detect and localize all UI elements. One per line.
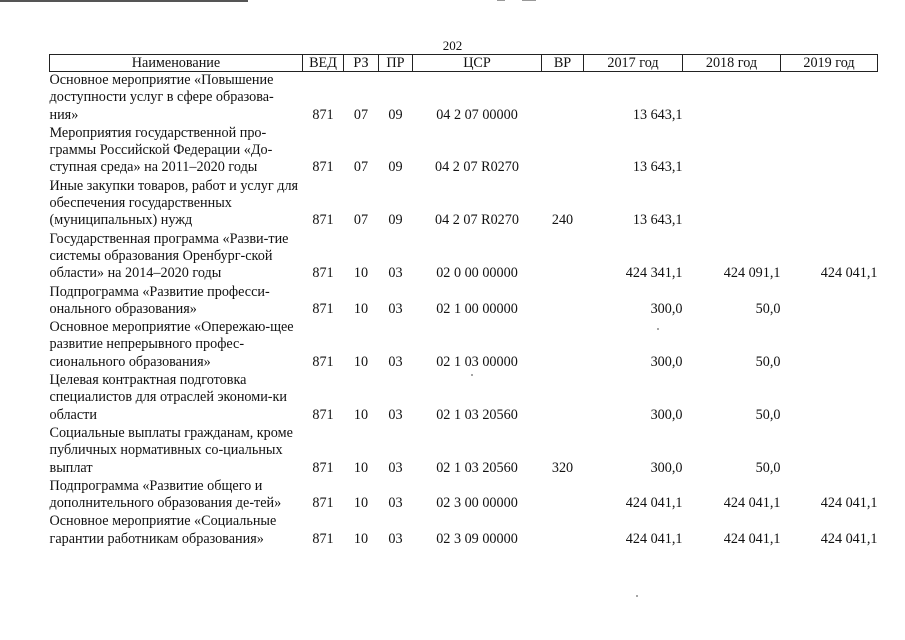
- row-vr: 240: [551, 212, 574, 229]
- row-ved: 871: [312, 300, 334, 317]
- row-2019: [781, 425, 878, 478]
- row-2017: 300,0: [650, 406, 683, 423]
- table-row: [50, 425, 878, 478]
- row-ved: 871: [312, 212, 334, 229]
- row-pr: 03: [388, 530, 403, 547]
- row-vr: [542, 125, 584, 178]
- row-ved: 871: [312, 495, 334, 512]
- row-name: Иные закупки товаров, работ и услуг для обеспечения государственных (муниципальных) нужд: [49, 177, 299, 229]
- row-pr: 03: [388, 406, 403, 423]
- row-vr: [542, 231, 584, 284]
- row-pr: 09: [388, 106, 403, 123]
- row-csr: 02 3 09 00000: [436, 530, 518, 547]
- table-row: [50, 231, 878, 284]
- scan-mark: [522, 0, 536, 1]
- row-2018: 50,0: [755, 300, 781, 317]
- row-pr: 03: [388, 265, 403, 282]
- row-vr: [542, 372, 584, 425]
- row-2018: [683, 72, 781, 125]
- row-csr: 02 1 00 00000: [436, 300, 518, 317]
- row-2018: 424 041,1: [723, 495, 781, 512]
- row-vr: 320: [551, 459, 574, 476]
- row-rz: 10: [353, 406, 369, 423]
- row-rz: 10: [353, 265, 369, 282]
- row-2017: 424 041,1: [625, 530, 683, 547]
- scan-mark: [497, 0, 505, 1]
- budget-table: [49, 54, 878, 549]
- row-csr: 04 2 07 00000: [436, 106, 518, 123]
- row-2018: [683, 125, 781, 178]
- row-csr: 04 2 07 R0270: [435, 159, 519, 176]
- row-pr: 03: [388, 353, 403, 370]
- row-2017: 13 643,1: [632, 106, 683, 123]
- col-header-vr: ВР: [542, 55, 584, 72]
- table-row: [50, 178, 878, 231]
- row-rz: 10: [353, 495, 369, 512]
- col-header-ved: ВЕД: [303, 55, 344, 72]
- table-header-row: [50, 55, 878, 72]
- row-2017: 300,0: [650, 353, 683, 370]
- table-body: [50, 72, 878, 550]
- col-header-csr: ЦСР: [413, 55, 542, 72]
- row-csr: 02 3 00 00000: [436, 495, 518, 512]
- row-name: Основное мероприятие «Повышение доступности услуг в сфере образова-ния»: [49, 72, 274, 123]
- page-number: 202: [442, 38, 463, 53]
- row-csr: 02 1 03 20560: [436, 459, 518, 476]
- row-2019: [781, 178, 878, 231]
- table-row: [50, 319, 878, 372]
- row-2019: [781, 125, 878, 178]
- row-csr: 02 0 00 00000: [436, 265, 518, 282]
- table-row: [50, 284, 878, 320]
- row-2018: 50,0: [755, 406, 781, 423]
- row-2017: 13 643,1: [632, 212, 683, 229]
- row-name: Подпрограмма «Развитие общего и дополнительного образования де-тей»: [49, 477, 282, 512]
- row-csr: 04 2 07 R0270: [435, 212, 519, 229]
- row-vr: [542, 513, 584, 549]
- row-rz: 10: [353, 353, 369, 370]
- row-name: Социальные выплаты гражданам, кроме публичных нормативных со-циальных выплат: [49, 424, 293, 476]
- row-2019: [781, 72, 878, 125]
- scan-speck: [636, 595, 638, 597]
- row-rz: 07: [353, 159, 369, 176]
- row-ved: 871: [312, 159, 334, 176]
- row-ved: 871: [312, 353, 334, 370]
- row-pr: 03: [388, 300, 403, 317]
- row-2017: 13 643,1: [632, 159, 683, 176]
- row-2019: 424 041,1: [820, 530, 878, 547]
- row-2017: 424 341,1: [625, 265, 683, 282]
- row-2019: 424 041,1: [820, 265, 878, 282]
- row-csr: 02 1 03 00000: [436, 353, 518, 370]
- table-row: [50, 125, 878, 178]
- col-header-2018: 2018 год: [683, 55, 781, 72]
- table-row: [50, 72, 878, 125]
- row-ved: 871: [312, 530, 334, 547]
- scan-speck: [471, 374, 473, 376]
- row-vr: [542, 284, 584, 320]
- row-pr: 03: [388, 495, 403, 512]
- row-2019: [781, 284, 878, 320]
- row-vr: [542, 478, 584, 514]
- table-row: [50, 513, 878, 549]
- table-row: [50, 372, 878, 425]
- row-pr: 09: [388, 212, 403, 229]
- row-rz: 10: [353, 300, 369, 317]
- scan-speck: [657, 328, 659, 330]
- row-name: Основное мероприятие «Опережаю-щее развитие непрерывного профес-сионального образования»: [49, 319, 294, 370]
- row-name: Основное мероприятие «Социальные гарантии работникам образования»: [49, 513, 277, 547]
- row-2017: 300,0: [650, 300, 683, 317]
- row-csr: 02 1 03 20560: [436, 406, 518, 423]
- row-name: Государственная программа «Разви-тие системы образования Оренбург-ской области» на 2014–2020 годы: [49, 230, 289, 282]
- row-vr: [542, 319, 584, 372]
- row-2018: [683, 178, 781, 231]
- col-header-2019: 2019 год: [781, 55, 878, 72]
- row-rz: 10: [353, 459, 369, 476]
- row-2017: 424 041,1: [625, 495, 683, 512]
- row-2019: 424 041,1: [820, 495, 878, 512]
- row-rz: 10: [353, 530, 369, 547]
- row-2019: [781, 319, 878, 372]
- row-2018: 424 091,1: [723, 265, 781, 282]
- col-header-2017: 2017 год: [584, 55, 683, 72]
- col-header-name: Наименование: [50, 55, 303, 72]
- row-2018: 50,0: [755, 459, 781, 476]
- row-name: Целевая контрактная подготовка специалистов для отраслей экономи-ки области: [49, 372, 288, 423]
- col-header-pr: ПР: [379, 55, 413, 72]
- row-ved: 871: [312, 106, 334, 123]
- col-header-rz: РЗ: [344, 55, 379, 72]
- row-2018: 50,0: [755, 353, 781, 370]
- row-2018: 424 041,1: [723, 530, 781, 547]
- row-ved: 871: [312, 265, 334, 282]
- row-pr: 03: [388, 459, 403, 476]
- row-vr: [542, 72, 584, 125]
- row-pr: 09: [388, 159, 403, 176]
- row-rz: 07: [353, 212, 369, 229]
- row-2017: 300,0: [650, 459, 683, 476]
- row-name: Мероприятия государственной про-граммы Российской Федерации «До-ступная среда» на 2011–2020 годы: [49, 124, 273, 176]
- table-row: [50, 478, 878, 514]
- row-ved: 871: [312, 459, 334, 476]
- top-edge-rule: [0, 0, 248, 2]
- row-name: Подпрограмма «Развитие професси-онального образования»: [49, 283, 270, 317]
- row-rz: 07: [353, 106, 369, 123]
- row-2019: [781, 372, 878, 425]
- row-ved: 871: [312, 406, 334, 423]
